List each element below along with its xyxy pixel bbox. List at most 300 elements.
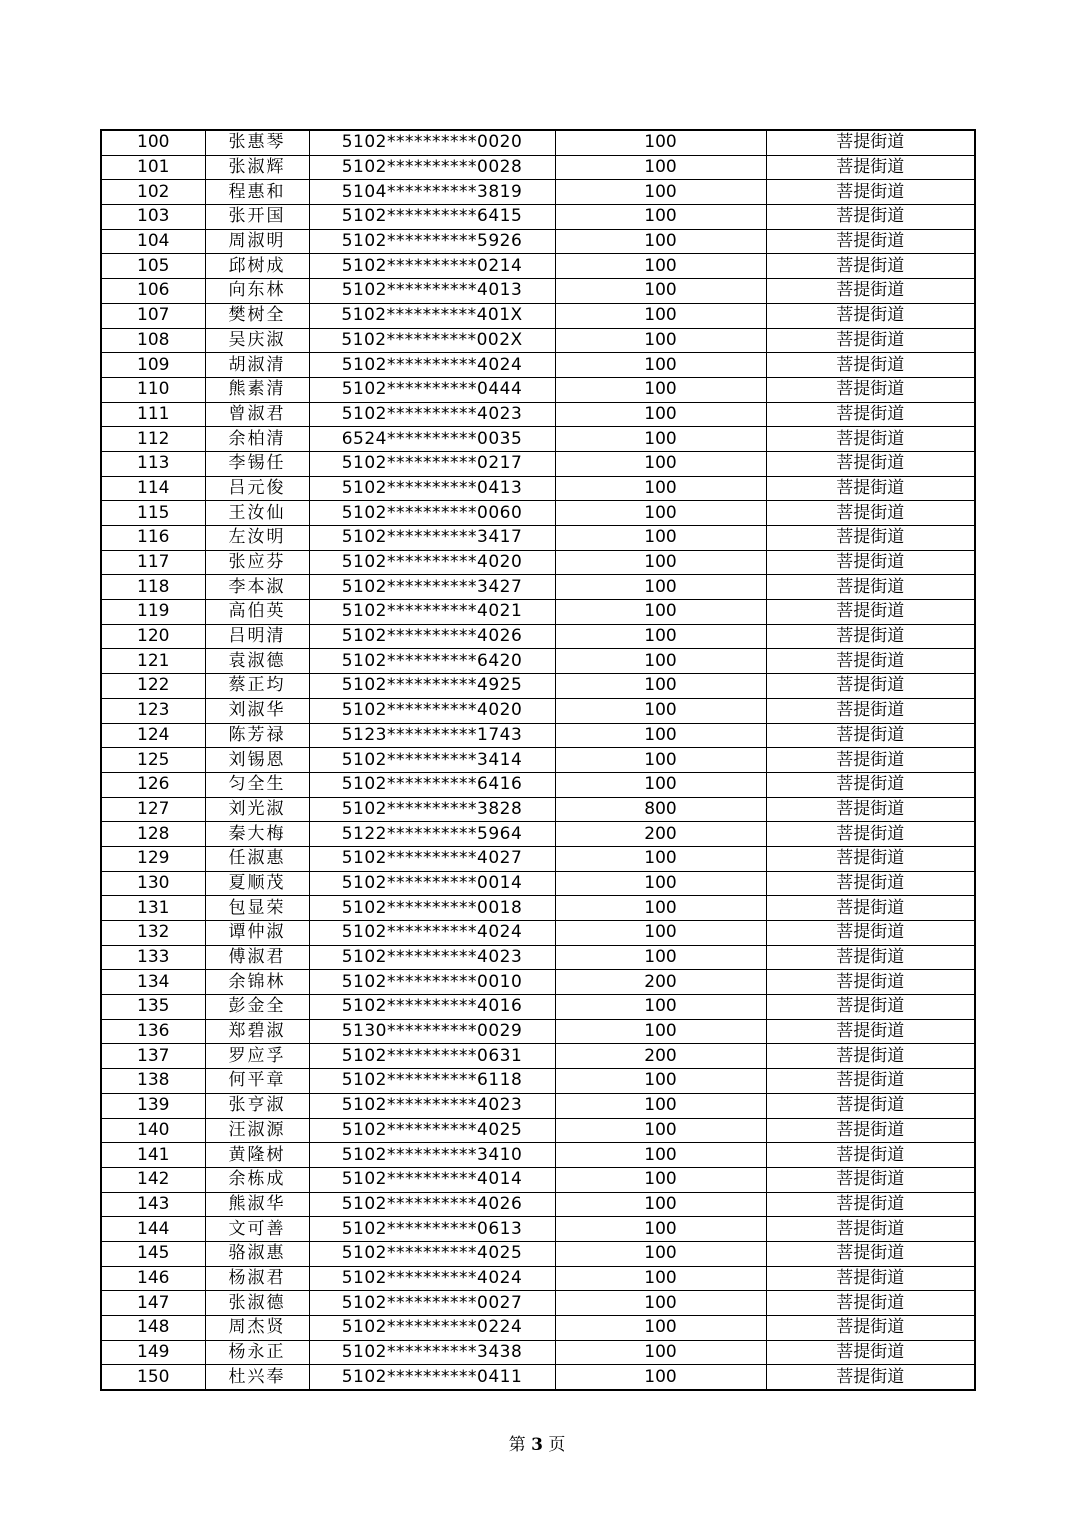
amount-cell: 100 [555, 205, 766, 230]
serial-number-cell: 115 [101, 501, 205, 526]
amount-cell: 100 [555, 180, 766, 205]
id-number-cell: 5130**********0029 [309, 1019, 555, 1044]
amount-cell: 100 [555, 600, 766, 625]
serial-number-cell: 135 [101, 995, 205, 1020]
amount-cell: 100 [555, 254, 766, 279]
table-row [101, 1217, 975, 1242]
serial-number-cell: 131 [101, 896, 205, 921]
subdistrict-cell: 菩提街道 [766, 1069, 975, 1094]
serial-number-cell: 126 [101, 772, 205, 797]
subdistrict-cell: 菩提街道 [766, 1143, 975, 1168]
subdistrict-cell: 菩提街道 [766, 402, 975, 427]
table-row [101, 1069, 975, 1094]
name-cell: 刘锡恩 [205, 748, 309, 773]
name-cell: 郑碧淑 [205, 1019, 309, 1044]
serial-number-cell: 117 [101, 550, 205, 575]
table-row [101, 945, 975, 970]
amount-cell: 100 [555, 279, 766, 304]
table-row [101, 995, 975, 1020]
table-row [101, 1291, 975, 1316]
name-cell: 王汝仙 [205, 501, 309, 526]
serial-number-cell: 145 [101, 1241, 205, 1266]
id-number-cell: 5102**********4024 [309, 921, 555, 946]
name-cell: 李锡任 [205, 451, 309, 476]
serial-number-cell: 104 [101, 229, 205, 254]
amount-cell: 100 [555, 1093, 766, 1118]
id-number-cell: 5102**********6416 [309, 772, 555, 797]
name-cell: 左汝明 [205, 526, 309, 551]
subdistrict-cell: 菩提街道 [766, 1291, 975, 1316]
amount-cell: 100 [555, 1241, 766, 1266]
subdistrict-cell: 菩提街道 [766, 1093, 975, 1118]
id-number-cell: 5102**********6420 [309, 649, 555, 674]
name-cell: 傅淑君 [205, 945, 309, 970]
subdistrict-cell: 菩提街道 [766, 526, 975, 551]
id-number-cell: 6524**********0035 [309, 427, 555, 452]
id-number-cell: 5104**********3819 [309, 180, 555, 205]
name-cell: 秦大梅 [205, 822, 309, 847]
serial-number-cell: 139 [101, 1093, 205, 1118]
table-row [101, 822, 975, 847]
subdistrict-cell: 菩提街道 [766, 995, 975, 1020]
serial-number-cell: 109 [101, 353, 205, 378]
subdistrict-cell: 菩提街道 [766, 1118, 975, 1143]
amount-cell: 100 [555, 945, 766, 970]
name-cell: 夏顺茂 [205, 871, 309, 896]
amount-cell: 100 [555, 1019, 766, 1044]
id-number-cell: 5102**********3417 [309, 526, 555, 551]
table-row [101, 476, 975, 501]
id-number-cell: 5102**********0411 [309, 1365, 555, 1390]
serial-number-cell: 150 [101, 1365, 205, 1390]
id-number-cell: 5102**********0631 [309, 1044, 555, 1069]
name-cell: 张亨淑 [205, 1093, 309, 1118]
serial-number-cell: 144 [101, 1217, 205, 1242]
amount-cell: 100 [555, 921, 766, 946]
amount-cell: 100 [555, 402, 766, 427]
page-number: 3 [531, 1435, 543, 1455]
amount-cell: 100 [555, 1266, 766, 1291]
name-cell: 张应芬 [205, 550, 309, 575]
serial-number-cell: 112 [101, 427, 205, 452]
subdistrict-cell: 菩提街道 [766, 303, 975, 328]
amount-cell: 100 [555, 1118, 766, 1143]
serial-number-cell: 101 [101, 155, 205, 180]
serial-number-cell: 116 [101, 526, 205, 551]
subdistrict-cell: 菩提街道 [766, 896, 975, 921]
id-number-cell: 5102**********4023 [309, 402, 555, 427]
id-number-cell: 5102**********0020 [309, 130, 555, 155]
name-cell: 刘淑华 [205, 698, 309, 723]
subdistrict-cell: 菩提街道 [766, 1340, 975, 1365]
serial-number-cell: 103 [101, 205, 205, 230]
amount-cell: 100 [555, 1167, 766, 1192]
amount-cell: 100 [555, 748, 766, 773]
name-cell: 余柏清 [205, 427, 309, 452]
table-row [101, 1019, 975, 1044]
roster-table [100, 129, 976, 1391]
table-row [101, 501, 975, 526]
id-number-cell: 5102**********002X [309, 328, 555, 353]
table-row [101, 328, 975, 353]
name-cell: 罗应孚 [205, 1044, 309, 1069]
name-cell: 杨淑君 [205, 1266, 309, 1291]
serial-number-cell: 105 [101, 254, 205, 279]
table-row [101, 377, 975, 402]
subdistrict-cell: 菩提街道 [766, 1044, 975, 1069]
amount-cell: 800 [555, 797, 766, 822]
table-row [101, 698, 975, 723]
table-row [101, 130, 975, 155]
table-row [101, 303, 975, 328]
id-number-cell: 5122**********5964 [309, 822, 555, 847]
serial-number-cell: 142 [101, 1167, 205, 1192]
subdistrict-cell: 菩提街道 [766, 772, 975, 797]
serial-number-cell: 102 [101, 180, 205, 205]
subdistrict-cell: 菩提街道 [766, 748, 975, 773]
subdistrict-cell: 菩提街道 [766, 155, 975, 180]
id-number-cell: 5102**********3410 [309, 1143, 555, 1168]
amount-cell: 100 [555, 1069, 766, 1094]
serial-number-cell: 119 [101, 600, 205, 625]
amount-cell: 100 [555, 501, 766, 526]
name-cell: 匀全生 [205, 772, 309, 797]
id-number-cell: 5102**********0060 [309, 501, 555, 526]
subdistrict-cell: 菩提街道 [766, 1241, 975, 1266]
subdistrict-cell: 菩提街道 [766, 600, 975, 625]
table-row [101, 772, 975, 797]
subdistrict-cell: 菩提街道 [766, 377, 975, 402]
table-row [101, 575, 975, 600]
subdistrict-cell: 菩提街道 [766, 1217, 975, 1242]
name-cell: 骆淑惠 [205, 1241, 309, 1266]
id-number-cell: 5102**********0027 [309, 1291, 555, 1316]
name-cell: 程惠和 [205, 180, 309, 205]
subdistrict-cell: 菩提街道 [766, 649, 975, 674]
amount-cell: 100 [555, 526, 766, 551]
table-row [101, 1192, 975, 1217]
serial-number-cell: 121 [101, 649, 205, 674]
serial-number-cell: 141 [101, 1143, 205, 1168]
id-number-cell: 5102**********0217 [309, 451, 555, 476]
serial-number-cell: 138 [101, 1069, 205, 1094]
name-cell: 包显荣 [205, 896, 309, 921]
serial-number-cell: 123 [101, 698, 205, 723]
subdistrict-cell: 菩提街道 [766, 130, 975, 155]
id-number-cell: 5102**********0444 [309, 377, 555, 402]
serial-number-cell: 120 [101, 624, 205, 649]
page-label-suffix: 页 [548, 1435, 566, 1455]
subdistrict-cell: 菩提街道 [766, 1019, 975, 1044]
name-cell: 胡淑清 [205, 353, 309, 378]
page-label-prefix: 第 [508, 1435, 526, 1455]
subdistrict-cell: 菩提街道 [766, 1192, 975, 1217]
name-cell: 余锦林 [205, 970, 309, 995]
serial-number-cell: 128 [101, 822, 205, 847]
id-number-cell: 5102**********4023 [309, 945, 555, 970]
subdistrict-cell: 菩提街道 [766, 674, 975, 699]
amount-cell: 100 [555, 476, 766, 501]
id-number-cell: 5102**********3828 [309, 797, 555, 822]
table-row [101, 427, 975, 452]
table-row [101, 205, 975, 230]
subdistrict-cell: 菩提街道 [766, 501, 975, 526]
serial-number-cell: 113 [101, 451, 205, 476]
id-number-cell: 5102**********0413 [309, 476, 555, 501]
table-row [101, 1093, 975, 1118]
table-row [101, 229, 975, 254]
amount-cell: 100 [555, 130, 766, 155]
name-cell: 陈芳禄 [205, 723, 309, 748]
id-number-cell: 5102**********4020 [309, 550, 555, 575]
amount-cell: 100 [555, 772, 766, 797]
serial-number-cell: 106 [101, 279, 205, 304]
name-cell: 杨永正 [205, 1340, 309, 1365]
serial-number-cell: 111 [101, 402, 205, 427]
id-number-cell: 5102**********4026 [309, 624, 555, 649]
amount-cell: 100 [555, 1217, 766, 1242]
table-row [101, 674, 975, 699]
id-number-cell: 5102**********4925 [309, 674, 555, 699]
name-cell: 彭金全 [205, 995, 309, 1020]
subdistrict-cell: 菩提街道 [766, 723, 975, 748]
name-cell: 曾淑君 [205, 402, 309, 427]
name-cell: 吕元俊 [205, 476, 309, 501]
serial-number-cell: 136 [101, 1019, 205, 1044]
subdistrict-cell: 菩提街道 [766, 229, 975, 254]
serial-number-cell: 100 [101, 130, 205, 155]
id-number-cell: 5102**********6118 [309, 1069, 555, 1094]
amount-cell: 100 [555, 575, 766, 600]
serial-number-cell: 125 [101, 748, 205, 773]
name-cell: 樊树全 [205, 303, 309, 328]
subdistrict-cell: 菩提街道 [766, 427, 975, 452]
amount-cell: 100 [555, 1143, 766, 1168]
serial-number-cell: 149 [101, 1340, 205, 1365]
subdistrict-cell: 菩提街道 [766, 822, 975, 847]
name-cell: 吴庆淑 [205, 328, 309, 353]
table-row [101, 1340, 975, 1365]
serial-number-cell: 127 [101, 797, 205, 822]
id-number-cell: 5123**********1743 [309, 723, 555, 748]
id-number-cell: 5102**********6415 [309, 205, 555, 230]
id-number-cell: 5102**********4026 [309, 1192, 555, 1217]
table-row [101, 1167, 975, 1192]
name-cell: 张淑德 [205, 1291, 309, 1316]
table-row [101, 797, 975, 822]
table-row [101, 1241, 975, 1266]
id-number-cell: 5102**********4021 [309, 600, 555, 625]
serial-number-cell: 143 [101, 1192, 205, 1217]
id-number-cell: 5102**********0028 [309, 155, 555, 180]
name-cell: 余栋成 [205, 1167, 309, 1192]
name-cell: 何平章 [205, 1069, 309, 1094]
name-cell: 张惠琴 [205, 130, 309, 155]
id-number-cell: 5102**********4023 [309, 1093, 555, 1118]
serial-number-cell: 146 [101, 1266, 205, 1291]
amount-cell: 100 [555, 871, 766, 896]
id-number-cell: 5102**********3414 [309, 748, 555, 773]
serial-number-cell: 108 [101, 328, 205, 353]
serial-number-cell: 133 [101, 945, 205, 970]
amount-cell: 100 [555, 624, 766, 649]
table-row [101, 402, 975, 427]
amount-cell: 100 [555, 649, 766, 674]
subdistrict-cell: 菩提街道 [766, 180, 975, 205]
amount-cell: 100 [555, 995, 766, 1020]
id-number-cell: 5102**********4024 [309, 353, 555, 378]
table-row [101, 1365, 975, 1390]
table-row [101, 353, 975, 378]
table-row [101, 526, 975, 551]
name-cell: 袁淑德 [205, 649, 309, 674]
serial-number-cell: 137 [101, 1044, 205, 1069]
amount-cell: 100 [555, 550, 766, 575]
amount-cell: 100 [555, 846, 766, 871]
name-cell: 汪淑源 [205, 1118, 309, 1143]
amount-cell: 100 [555, 328, 766, 353]
table-row [101, 279, 975, 304]
amount-cell: 100 [555, 1192, 766, 1217]
table-row [101, 180, 975, 205]
id-number-cell: 5102**********3438 [309, 1340, 555, 1365]
subdistrict-cell: 菩提街道 [766, 451, 975, 476]
amount-cell: 100 [555, 427, 766, 452]
id-number-cell: 5102**********0010 [309, 970, 555, 995]
subdistrict-cell: 菩提街道 [766, 970, 975, 995]
amount-cell: 100 [555, 303, 766, 328]
amount-cell: 100 [555, 1340, 766, 1365]
name-cell: 刘光淑 [205, 797, 309, 822]
subdistrict-cell: 菩提街道 [766, 353, 975, 378]
serial-number-cell: 134 [101, 970, 205, 995]
subdistrict-cell: 菩提街道 [766, 476, 975, 501]
subdistrict-cell: 菩提街道 [766, 1365, 975, 1390]
subdistrict-cell: 菩提街道 [766, 698, 975, 723]
amount-cell: 100 [555, 155, 766, 180]
subdistrict-cell: 菩提街道 [766, 846, 975, 871]
table-row [101, 896, 975, 921]
name-cell: 李本淑 [205, 575, 309, 600]
serial-number-cell: 118 [101, 575, 205, 600]
name-cell: 熊淑华 [205, 1192, 309, 1217]
id-number-cell: 5102**********4025 [309, 1118, 555, 1143]
id-number-cell: 5102**********5926 [309, 229, 555, 254]
table-row [101, 550, 975, 575]
table-row [101, 1316, 975, 1341]
name-cell: 熊素清 [205, 377, 309, 402]
subdistrict-cell: 菩提街道 [766, 550, 975, 575]
serial-number-cell: 147 [101, 1291, 205, 1316]
serial-number-cell: 124 [101, 723, 205, 748]
id-number-cell: 5102**********0018 [309, 896, 555, 921]
id-number-cell: 5102**********0613 [309, 1217, 555, 1242]
name-cell: 黄隆树 [205, 1143, 309, 1168]
subdistrict-cell: 菩提街道 [766, 205, 975, 230]
table-row [101, 921, 975, 946]
amount-cell: 100 [555, 1316, 766, 1341]
id-number-cell: 5102**********4024 [309, 1266, 555, 1291]
serial-number-cell: 132 [101, 921, 205, 946]
subdistrict-cell: 菩提街道 [766, 1167, 975, 1192]
subdistrict-cell: 菩提街道 [766, 921, 975, 946]
table-row [101, 649, 975, 674]
id-number-cell: 5102**********0214 [309, 254, 555, 279]
table-row [101, 871, 975, 896]
serial-number-cell: 110 [101, 377, 205, 402]
id-number-cell: 5102**********4013 [309, 279, 555, 304]
table-row [101, 1143, 975, 1168]
serial-number-cell: 148 [101, 1316, 205, 1341]
amount-cell: 100 [555, 353, 766, 378]
amount-cell: 100 [555, 674, 766, 699]
subdistrict-cell: 菩提街道 [766, 254, 975, 279]
name-cell: 任淑惠 [205, 846, 309, 871]
table-row [101, 600, 975, 625]
id-number-cell: 5102**********4016 [309, 995, 555, 1020]
id-number-cell: 5102**********3427 [309, 575, 555, 600]
amount-cell: 100 [555, 377, 766, 402]
id-number-cell: 5102**********401X [309, 303, 555, 328]
name-cell: 周杰贤 [205, 1316, 309, 1341]
serial-number-cell: 130 [101, 871, 205, 896]
amount-cell: 100 [555, 1365, 766, 1390]
amount-cell: 100 [555, 896, 766, 921]
serial-number-cell: 107 [101, 303, 205, 328]
name-cell: 周淑明 [205, 229, 309, 254]
subdistrict-cell: 菩提街道 [766, 945, 975, 970]
serial-number-cell: 140 [101, 1118, 205, 1143]
table-row [101, 1044, 975, 1069]
amount-cell: 100 [555, 723, 766, 748]
id-number-cell: 5102**********4014 [309, 1167, 555, 1192]
serial-number-cell: 122 [101, 674, 205, 699]
amount-cell: 100 [555, 451, 766, 476]
name-cell: 杜兴奉 [205, 1365, 309, 1390]
amount-cell: 100 [555, 698, 766, 723]
name-cell: 向东林 [205, 279, 309, 304]
table-row [101, 723, 975, 748]
id-number-cell: 5102**********0014 [309, 871, 555, 896]
table-row [101, 748, 975, 773]
subdistrict-cell: 菩提街道 [766, 797, 975, 822]
table-row [101, 970, 975, 995]
table-row [101, 624, 975, 649]
table-row [101, 1266, 975, 1291]
id-number-cell: 5102**********4020 [309, 698, 555, 723]
serial-number-cell: 129 [101, 846, 205, 871]
amount-cell: 200 [555, 970, 766, 995]
subdistrict-cell: 菩提街道 [766, 328, 975, 353]
amount-cell: 100 [555, 229, 766, 254]
table-row [101, 451, 975, 476]
id-number-cell: 5102**********4025 [309, 1241, 555, 1266]
id-number-cell: 5102**********4027 [309, 846, 555, 871]
table-row [101, 846, 975, 871]
page-footer [0, 1430, 1074, 1455]
subdistrict-cell: 菩提街道 [766, 279, 975, 304]
table-row [101, 155, 975, 180]
name-cell: 吕明清 [205, 624, 309, 649]
roster-table-body [101, 130, 975, 1390]
name-cell: 文可善 [205, 1217, 309, 1242]
id-number-cell: 5102**********0224 [309, 1316, 555, 1341]
subdistrict-cell: 菩提街道 [766, 575, 975, 600]
table-row [101, 1118, 975, 1143]
name-cell: 邱树成 [205, 254, 309, 279]
table-row [101, 254, 975, 279]
subdistrict-cell: 菩提街道 [766, 1316, 975, 1341]
